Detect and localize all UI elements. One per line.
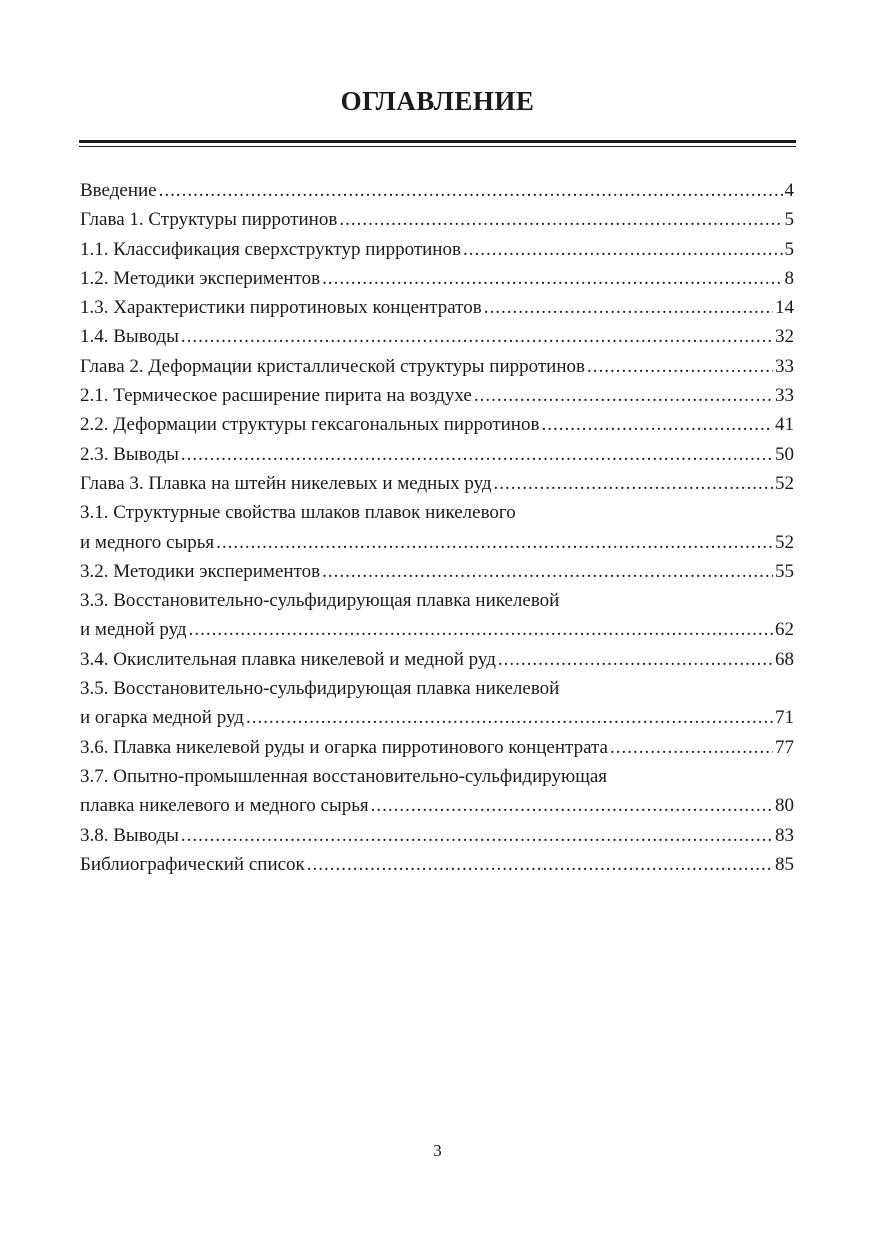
toc-entry[interactable] [80,645,794,674]
toc-entry-page: 68 [775,648,794,670]
table-of-contents [80,176,794,879]
dot-leader [181,322,773,351]
toc-entry[interactable] [80,821,794,850]
dot-leader [216,528,773,557]
toc-entry-line [80,733,794,762]
toc-entry-page: 52 [775,472,794,494]
toc-entry-page: 5 [784,238,794,260]
dot-leader [322,557,773,586]
toc-entry-title: 3.4. Окислительная плавка никелевой и медной руд [80,648,496,670]
dot-leader [246,703,773,732]
toc-entry-line [80,410,794,439]
toc-entry-title: Глава 2. Деформации кристаллической структуры пирротинов [80,355,585,377]
toc-entry-line [80,615,794,644]
toc-entry[interactable] [80,381,794,410]
toc-entry-title: и медного сырья [80,531,215,553]
toc-entry[interactable] [80,762,794,821]
toc-entry-line [80,703,794,732]
toc-entry-line [80,850,794,879]
toc-entry-line [80,528,794,557]
toc-entry-line [80,205,794,234]
toc-entry[interactable] [80,264,794,293]
dot-leader [159,176,783,205]
toc-entry-title: 3.2. Методики экспериментов [80,560,321,582]
toc-entry[interactable] [80,205,794,234]
dot-leader [484,293,773,322]
toc-entry[interactable] [80,235,794,264]
toc-entry[interactable] [80,176,794,205]
toc-entry-title: Глава 1. Структуры пирротинов [80,209,338,231]
dot-leader [463,235,783,264]
toc-entry-page: 5 [784,209,794,231]
toc-entry-line [80,264,794,293]
toc-entry[interactable] [80,586,794,645]
dot-leader [587,352,773,381]
dot-leader [189,615,773,644]
toc-entry[interactable] [80,410,794,439]
toc-entry-line [80,645,794,674]
toc-entry[interactable] [80,850,794,879]
toc-entry-line [80,557,794,586]
page-number: 3 [433,1141,442,1160]
toc-entry-title: Введение [80,180,157,201]
toc-entry-page: 71 [775,707,794,729]
dot-leader [371,791,773,820]
toc-entry-line [80,235,794,264]
title-double-rule [79,140,796,147]
toc-entry-page: 55 [775,560,794,582]
toc-entry-title-first-line: 3.1. Структурные свойства шлаков плавок никелевого [80,502,516,524]
toc-entry-line [80,821,794,850]
toc-entry-line [80,176,794,205]
toc-entry-title: 1.3. Характеристики пирротиновых концентратов [80,297,482,319]
toc-entry-page: 83 [775,824,794,846]
toc-entry-title: 2.3. Выводы [80,443,179,465]
toc-entry-page: 50 [775,443,794,465]
toc-entry-page: 32 [775,326,794,348]
toc-entry-page: 77 [775,736,794,758]
toc-entry-title: 1.2. Методики экспериментов [80,267,321,289]
dot-leader [474,381,773,410]
toc-entry-title: 2.1. Термическое расширение пирита на воздухе [80,385,472,407]
dot-leader [339,205,782,234]
dot-leader [494,469,773,498]
toc-entry[interactable] [80,469,794,498]
toc-entry[interactable] [80,322,794,351]
toc-entry-title: 3.6. Плавка никелевой руды и огарка пирротинового концентрата [80,736,608,758]
toc-entry[interactable] [80,352,794,381]
toc-entry-title-first-line: 3.7. Опытно-промышленная восстановительно-сульфидирующая [80,765,607,787]
toc-entry-title: 1.4. Выводы [80,326,179,348]
toc-entry-line [80,469,794,498]
toc-entry-line [80,791,794,820]
toc-entry-title: плавка никелевого и медного сырья [80,795,369,817]
toc-entry-page: 41 [775,414,794,436]
toc-entry-page: 62 [775,619,794,641]
toc-entry[interactable] [80,733,794,762]
page-title: ОГЛАВЛЕНИЕ [340,86,535,116]
dot-leader [610,733,773,762]
dot-leader [181,440,773,469]
toc-entry-page: 8 [784,267,794,289]
toc-entry-page: 85 [775,853,794,875]
toc-entry-page: 33 [775,385,794,407]
toc-entry-page: 14 [775,297,794,319]
toc-entry-title: и медной руд [80,619,187,641]
toc-entry-title: Библиографический список [80,853,305,875]
toc-entry-title-first-line: 3.5. Восстановительно-сульфидирующая плавка никелевой [80,678,560,700]
dot-leader [498,645,773,674]
toc-entry[interactable] [80,674,794,733]
toc-entry-page: 52 [775,531,794,553]
toc-entry-title: и огарка медной руд [80,707,244,729]
toc-entry[interactable] [80,557,794,586]
toc-entry-line [80,322,794,351]
dot-leader [181,821,773,850]
toc-entry-line [80,352,794,381]
toc-entry-line [80,293,794,322]
toc-entry-title: 2.2. Деформации структуры гексагональных пирротинов [80,414,540,436]
toc-entry[interactable] [80,440,794,469]
dot-leader [322,264,782,293]
toc-entry-page: 33 [775,355,794,377]
toc-entry-title: Глава 3. Плавка на штейн никелевых и медных руд [80,472,492,494]
toc-entry-page: 80 [775,795,794,817]
dot-leader [541,410,773,439]
toc-entry[interactable] [80,293,794,322]
toc-entry-line [80,381,794,410]
toc-entry[interactable] [80,498,794,557]
toc-entry-title: 1.1. Классификация сверхструктур пирротинов [80,238,461,260]
toc-entry-line [80,440,794,469]
toc-entry-title: 3.8. Выводы [80,824,179,846]
toc-entry-title-first-line: 3.3. Восстановительно-сульфидирующая плавка никелевой [80,590,560,612]
dot-leader [307,850,773,879]
toc-entry-page: 4 [784,180,794,201]
